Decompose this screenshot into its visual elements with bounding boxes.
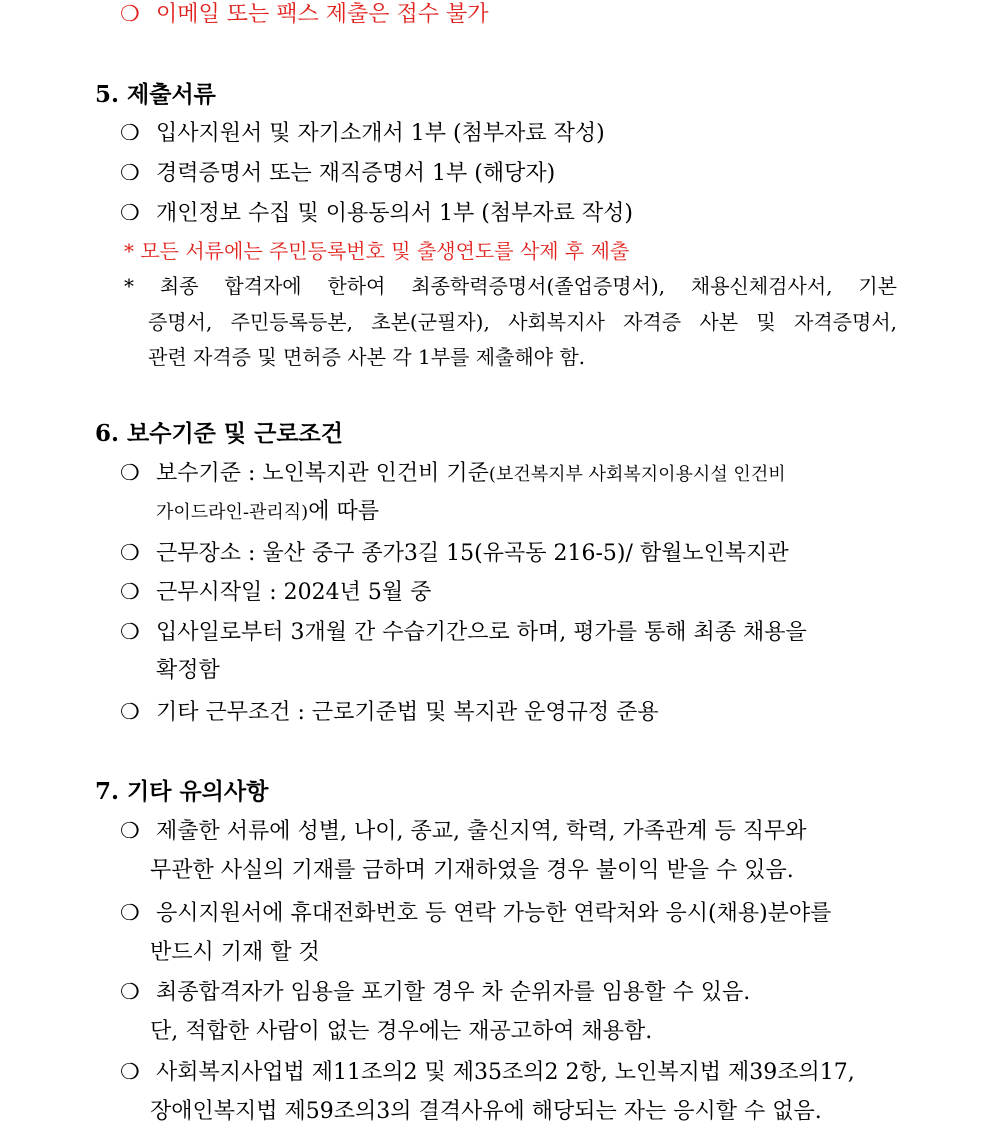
list-item [120, 459, 786, 490]
section-6-heading: 6. 보수기준 및 근로조건 [95, 420, 343, 447]
list-item-text: 기타 근무조건 : 근로기준법 및 복지관 운영규정 준용 [156, 700, 659, 725]
list-item [120, 159, 555, 189]
list-item-text: 경력증명서 또는 재직증명서 1부 (해당자) [156, 161, 556, 186]
list-item-text: 근무장소 : 울산 중구 종가3길 15(유곡동 216-5)/ 함월노인복지관 [156, 541, 789, 566]
list-item-continuation: 확정함 [156, 658, 220, 683]
list-item [120, 978, 750, 1008]
list-item-continuation: 단, 적합한 사람이 없는 경우에는 재공고하여 채용함. [150, 1019, 653, 1044]
circle-bullet-icon: ❍ [120, 2, 140, 27]
red-note: * 모든 서류에는 주민등록번호 및 출생연도를 삭제 후 제출 [124, 239, 630, 263]
list-item-text: 보수기준 : 노인복지관 인건비 기준 [156, 461, 489, 486]
circle-bullet-icon: ❍ [120, 700, 140, 725]
black-note-line-1: * 최종 합격자에 한하여 최종학력증명서(졸업증명서), 채용신체검사서, 기본 [124, 274, 897, 298]
list-item-text: 근무시작일 : 2024년 5월 중 [156, 580, 432, 605]
section-7-heading: 7. 기타 유의사항 [95, 778, 269, 805]
circle-bullet-icon: ❍ [120, 580, 140, 605]
circle-bullet-icon: ❍ [120, 461, 140, 486]
list-item-text: 응시지원서에 휴대전화번호 등 연락 가능한 연락처와 응시(채용)분야를 [156, 901, 832, 926]
circle-bullet-icon: ❍ [120, 121, 140, 146]
list-item-continuation: 무관한 사실의 기재를 금하며 기재하였을 경우 불이익 받을 수 있음. [150, 858, 794, 883]
list-item-text: 에 따름 [308, 499, 379, 524]
list-item-subtext: 가이드라인-관리직) [156, 502, 309, 523]
list-item-text: 제출한 서류에 성별, 나이, 종교, 출신지역, 학력, 가족관계 등 직무와 [156, 819, 807, 844]
list-item [120, 199, 633, 229]
circle-bullet-icon: ❍ [120, 161, 140, 186]
list-item-text: 입사지원서 및 자기소개서 1부 (첨부자료 작성) [156, 121, 605, 146]
circle-bullet-icon: ❍ [120, 980, 140, 1005]
list-item-text: 개인정보 수집 및 이용동의서 1부 (첨부자료 작성) [156, 201, 633, 226]
list-item [120, 698, 659, 728]
list-item [120, 817, 806, 847]
circle-bullet-icon: ❍ [120, 901, 140, 926]
circle-bullet-icon: ❍ [120, 819, 140, 844]
list-item-subtext: (보건복지부 사회복지이용시설 인건비 [488, 464, 786, 485]
top-notice-text: 이메일 또는 팩스 제출은 접수 불가 [156, 2, 489, 27]
top-notice [120, 0, 489, 30]
circle-bullet-icon: ❍ [120, 201, 140, 226]
list-item [120, 539, 789, 569]
list-item [120, 1058, 855, 1088]
list-item-text: 최종합격자가 임용을 포기할 경우 차 순위자를 임용할 수 있음. [156, 980, 751, 1005]
list-item-text: 입사일로부터 3개월 간 수습기간으로 하며, 평가를 통해 최종 채용을 [156, 620, 807, 645]
list-item-continuation: 장애인복지법 제59조의3의 결격사유에 해당되는 자는 응시할 수 없음. [150, 1099, 822, 1124]
circle-bullet-icon: ❍ [120, 541, 140, 566]
list-item [120, 899, 831, 929]
list-item-text: 사회복지사업법 제11조의2 및 제35조의2 2항, 노인복지법 제39조의17, [156, 1060, 855, 1085]
list-item-continuation [156, 497, 379, 528]
list-item-continuation: 반드시 기재 할 것 [150, 940, 320, 965]
list-item [120, 119, 605, 149]
black-note-line-2: 증명서, 주민등록등본, 초본(군필자), 사회복지사 자격증 사본 및 자격증명서, [148, 310, 897, 334]
list-item [120, 578, 431, 608]
circle-bullet-icon: ❍ [120, 620, 140, 645]
black-note-line-3: 관련 자격증 및 면허증 사본 각 1부를 제출해야 함. [148, 345, 586, 369]
list-item [120, 618, 807, 648]
circle-bullet-icon: ❍ [120, 1060, 140, 1085]
section-5-heading: 5. 제출서류 [95, 81, 216, 108]
